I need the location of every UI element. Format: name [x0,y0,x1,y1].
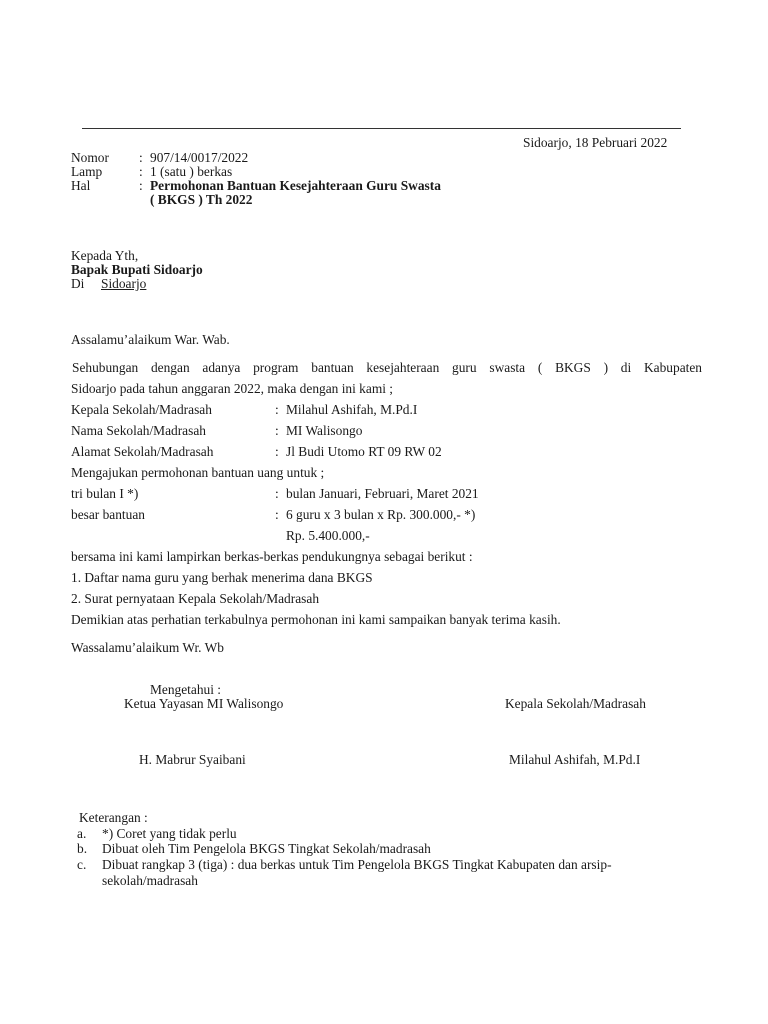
hal-label: Hal [71,178,91,193]
note-marker: c. [77,857,87,872]
note-text: Dibuat rangkap 3 (tiga) : dua berkas untuk Tim Pengelola BKGS Tingkat Kabupaten dan arsip- [102,857,612,872]
field-label: Alamat Sekolah/Madrasah [71,444,214,459]
farewell: Wassalamu’alaikum Wr. Wb [71,640,224,655]
right-sign-name: Milahul Ashifah, M.Pd.I [509,752,641,767]
opening-greeting: Assalamu’alaikum War. Wab. [71,332,230,347]
hal-colon: : [139,178,143,193]
lamp-label: Lamp [71,164,103,179]
nomor-value: 907/14/0017/2022 [150,150,249,165]
besar-value: 6 guru x 3 bulan x Rp. 300.000,- *) [286,507,476,522]
field-value: Milahul Ashifah, M.Pd.I [286,402,418,417]
hal-value-line1: Permohonan Bantuan Kesejahteraan Guru Swasta [150,178,441,193]
note-marker: b. [77,841,88,856]
notes-heading: Keterangan : [79,810,148,825]
header-divider [82,128,681,129]
besar-colon: : [275,507,279,522]
place-date: Sidoarjo, 18 Pebruari 2022 [523,135,668,150]
recipient-name: Bapak Bupati Sidoarjo [71,262,203,277]
note-continuation: sekolah/madrasah [102,873,198,888]
attachment-item: 1. Daftar nama guru yang berhak menerima dana BKGS [71,570,373,585]
recipient-place: Sidoarjo [101,276,147,291]
note-text: *) Coret yang tidak perlu [102,826,237,841]
field-label: Nama Sekolah/Madrasah [71,423,206,438]
hal-value-line2: ( BKGS ) Th 2022 [150,192,253,207]
nomor-colon: : [139,150,143,165]
tri-colon: : [275,486,279,501]
note-text: Dibuat oleh Tim Pengelola BKGS Tingkat Sekolah/madrasah [102,841,431,856]
intro-line-2: Sidoarjo pada tahun anggaran 2022, maka dengan ini kami ; [71,381,394,396]
closing-line: Demikian atas perhatian terkabulnya permohonan ini kami sampaikan banyak terima kasih. [71,612,561,627]
tri-value: bulan Januari, Februari, Maret 2021 [286,486,479,501]
lamp-colon: : [139,164,143,179]
lamp-value: 1 (satu ) berkas [150,164,233,179]
recipient-greeting: Kepada Yth, [71,248,139,263]
request-line: Mengajukan permohonan bantuan uang untuk ; [71,465,325,480]
field-colon: : [275,402,279,417]
right-sign-title: Kepala Sekolah/Madrasah [505,696,646,711]
intro-line-1: Sehubungan dengan adanya program bantuan kesejahteraan guru swasta ( BKGS ) di Kabupaten [72,360,702,375]
left-sign-title-1: Mengetahui : [150,682,222,697]
field-value: MI Walisongo [286,423,363,438]
tri-label: tri bulan I *) [71,486,139,501]
besar-label: besar bantuan [71,507,145,522]
attach-line: bersama ini kami lampirkan berkas-berkas pendukungnya sebagai berikut : [71,549,473,564]
field-value: Jl Budi Utomo RT 09 RW 02 [286,444,442,459]
recipient-di-label: Di [71,276,85,291]
nomor-label: Nomor [71,150,109,165]
besar-total: Rp. 5.400.000,- [286,528,370,543]
field-label: Kepala Sekolah/Madrasah [71,402,212,417]
field-colon: : [275,423,279,438]
attachment-item: 2. Surat pernyataan Kepala Sekolah/Madrasah [71,591,320,606]
note-marker: a. [77,826,87,841]
left-sign-name: H. Mabrur Syaibani [139,752,246,767]
field-colon: : [275,444,279,459]
left-sign-title-2: Ketua Yayasan MI Walisongo [124,696,284,711]
